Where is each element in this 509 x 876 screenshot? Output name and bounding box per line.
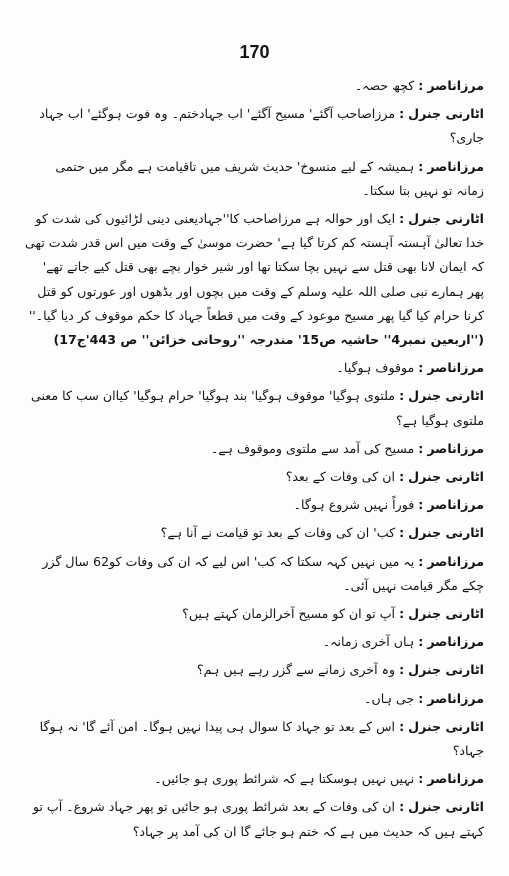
exchange: اٹارنی جنرل : وہ آخری زمانے سے گزر رہے ہیں ہم؟: [196, 662, 484, 678]
exchange: مرزاناصر : ہاں آخری زمانہ۔: [322, 634, 484, 650]
exchange: مرزاناصر : ہمیشہ کے لیے منسوخ' حدیث شریف میں تاقیامت ہے مگر میں حتمی زمانہ تو نہیں بتا سکتا۔: [55, 158, 484, 198]
exchange: اٹارنی جنرل : اس کے بعد تو جہاد کا سوال ہی پیدا نہیں ہوگا۔ امن آئے گا' نہ ہوگا جہاد؟: [39, 718, 484, 759]
speech-text: ملتوی ہوگیا' موقوف ہوگیا' بند ہوگیا' حرام ہوگیا' کیاان سب کا معنی ملتوی ہوگیا ہے؟: [30, 388, 484, 428]
speech-text: ان کی وفات کے بعد؟: [285, 469, 396, 485]
exchange: مرزاناصر : موقوف ہوگیا۔: [336, 360, 484, 376]
exchange: مرزاناصر : نہیں نہیں ہوسکتا ہے کہ شرائط پوری ہو جائیں۔: [154, 771, 484, 787]
exchange: اٹارنی جنرل : کب' ان کی وفات کے بعد تو قیامت نے آنا ہے؟: [160, 525, 484, 541]
speech-text: یہ میں نہیں کہہ سکتا کہ کب' اس لیے کہ ان کی وفات کو62 سال گزر چکے مگر قیامت نہیں آئی۔: [42, 553, 484, 593]
speaker-name: اٹارنی جنرل: [408, 211, 484, 227]
speech-text: نہیں نہیں ہوسکتا ہے کہ شرائط پوری ہو جائیں۔: [154, 771, 415, 787]
exchange: اٹارنی جنرل : ان کی وفات کے بعد شرائط پوری ہو جائیں تو پھر جہاد شروع۔ آپ تو کہتے ہیں کہ حدیث میں ہے کہ ختم ہو جائے گا ان کی آمد پر جہاد؟: [32, 799, 484, 839]
exchange: اٹارنی جنرل : ان کی وفات کے بعد؟: [285, 469, 484, 485]
exchange: مرزاناصر : مسیح کی آمد سے ملتوی وموقوف ہے۔: [210, 440, 484, 456]
speech-text: کب' ان کی وفات کے بعد تو قیامت نے آنا ہے؟: [160, 525, 396, 541]
speech-text: ان کی وفات کے بعد شرائط پوری ہو جائیں تو پھر جہاد شروع۔ آپ تو کہتے ہیں کہ حدیث میں ہے کہ ختم ہو جائے گا ان کی آمد پر جہاد؟: [32, 799, 484, 839]
speaker-name: مرزاناصر: [427, 440, 484, 456]
speech-text: وہ آخری زمانے سے گزر رہے ہیں ہم؟: [196, 662, 396, 678]
speech-text: مرزاصاحب آگئے' مسیح آگئے' اب جہادختم۔ وہ فوت ہوگئے' اب جہاد جاری؟: [39, 106, 484, 146]
speech-text: مسیح کی آمد سے ملتوی وموقوف ہے۔: [210, 440, 415, 456]
speaker-name: اٹارنی جنرل: [408, 662, 484, 678]
page-number: 170: [239, 42, 270, 62]
speech-text: موقوف ہوگیا۔: [336, 360, 415, 376]
speech-text: ہاں آخری زمانہ۔: [322, 634, 415, 650]
speaker-name: اٹارنی جنرل: [408, 469, 484, 485]
speech-text: آپ تو ان کو مسیح آخرالزمان کہتے ہیں؟: [182, 606, 396, 622]
exchange: اٹارنی جنرل : ملتوی ہوگیا' موقوف ہوگیا' بند ہوگیا' حرام ہوگیا' کیاان سب کا معنی ملتوی ہوگیا ہے؟: [30, 388, 484, 428]
speaker-name: اٹارنی جنرل: [408, 525, 484, 541]
speaker-name: اٹارنی جنرل: [408, 718, 484, 734]
exchange: اٹارنی جنرل : مرزاصاحب آگئے' مسیح آگئے' اب جہادختم۔ وہ فوت ہوگئے' اب جہاد جاری؟: [39, 106, 484, 146]
speaker-name: مرزاناصر: [427, 360, 484, 376]
speaker-name: اٹارنی جنرل: [408, 388, 484, 404]
speaker-name: مرزاناصر: [427, 771, 484, 787]
exchange: مرزاناصر : جی ہاں۔: [364, 690, 484, 706]
exchange: مرزاناصر : فوراً نہیں شروع ہوگا۔: [293, 497, 484, 513]
transcript: [24, 74, 484, 848]
speaker-name: مرزاناصر: [427, 634, 484, 650]
speaker-name: اٹارنی جنرل: [408, 799, 484, 815]
speech-text: کچھ حصہ۔: [354, 78, 415, 93]
speaker-name: مرزاناصر: [427, 158, 484, 174]
speaker-name: مرزاناصر: [427, 553, 484, 569]
speaker-name: مرزاناصر: [427, 78, 484, 93]
speech-text: اس کے بعد تو جہاد کا سوال ہی پیدا نہیں ہوگا۔ امن آئے گا' نہ ہوگا جہاد؟: [39, 718, 484, 759]
speaker-name: اٹارنی جنرل: [408, 106, 484, 122]
exchange: اٹارنی جنرل : ایک اور حوالہ ہے مرزاصاحب کا''جہادیعنی دینی لڑائیوں کی شدت کو خدا تعالیٰ آہستہ آہستہ کم کرتا گیا ہے' حضرت موسیٰ کے وقت میں اس قدر شدت تھی کہ ایمان لانا بھی قتل سے نہیں بچا سکتا تھا اور شیر خوار بچے بھی قتل کیے جاتے تھے' پھر ہمارے نبی صلی اللہ علیہ وسلم کے وقت میں بچوں اور بڈھوں اور عورتوں کو قتل کرنا حرام کیا گیا پھر مسیح موعود کے وقت میں قطعاً جہاد کا حکم موقوف کر دیا گیا۔'' (''اربعین نمبر4'' حاشیہ ص15' مندرجہ ''روحانی خزائن'' ص 443'ج17): [25, 211, 484, 348]
speaker-name: مرزاناصر: [427, 497, 484, 513]
speaker-name: مرزاناصر: [427, 690, 484, 706]
speech-text: جی ہاں۔: [364, 690, 415, 706]
exchange: مرزاناصر : یہ میں نہیں کہہ سکتا کہ کب' اس لیے کہ ان کی وفات کو62 سال گزر چکے مگر قیامت نہیں آئی۔: [42, 553, 484, 593]
exchange: اٹارنی جنرل : آپ تو ان کو مسیح آخرالزمان کہتے ہیں؟: [182, 606, 484, 622]
citation: (''اربعین نمبر4'' حاشیہ ص15' مندرجہ ''روحانی خزائن'' ص 443'ج17): [53, 332, 484, 348]
speech-text: فوراً نہیں شروع ہوگا۔: [293, 497, 415, 513]
speaker-name: اٹارنی جنرل: [408, 606, 484, 622]
speech-text: ہمیشہ کے لیے منسوخ' حدیث شریف میں تاقیامت ہے مگر میں حتمی زمانہ تو نہیں بتا سکتا۔: [55, 158, 484, 198]
exchange: مرزاناصر : کچھ حصہ۔: [354, 78, 484, 93]
speech-text: ایک اور حوالہ ہے مرزاصاحب کا''جہادیعنی دینی لڑائیوں کی شدت کو خدا تعالیٰ آہستہ آہستہ کم کرتا گیا ہے' حضرت موسیٰ کے وقت میں اس قدر شدت تھی کہ ایمان لانا بھی قتل سے نہیں بچا سکتا تھا اور شیر خوار بچے بھی قتل کیے جاتے تھے' پھر ہمارے نبی صلی اللہ علیہ وسلم کے وقت میں بچوں اور بڈھوں اور عورتوں کو قتل کرنا حرام کیا گیا پھر مسیح موعود کے وقت میں قطعاً جہاد کا حکم موقوف کر دیا گیا۔'': [25, 211, 484, 323]
